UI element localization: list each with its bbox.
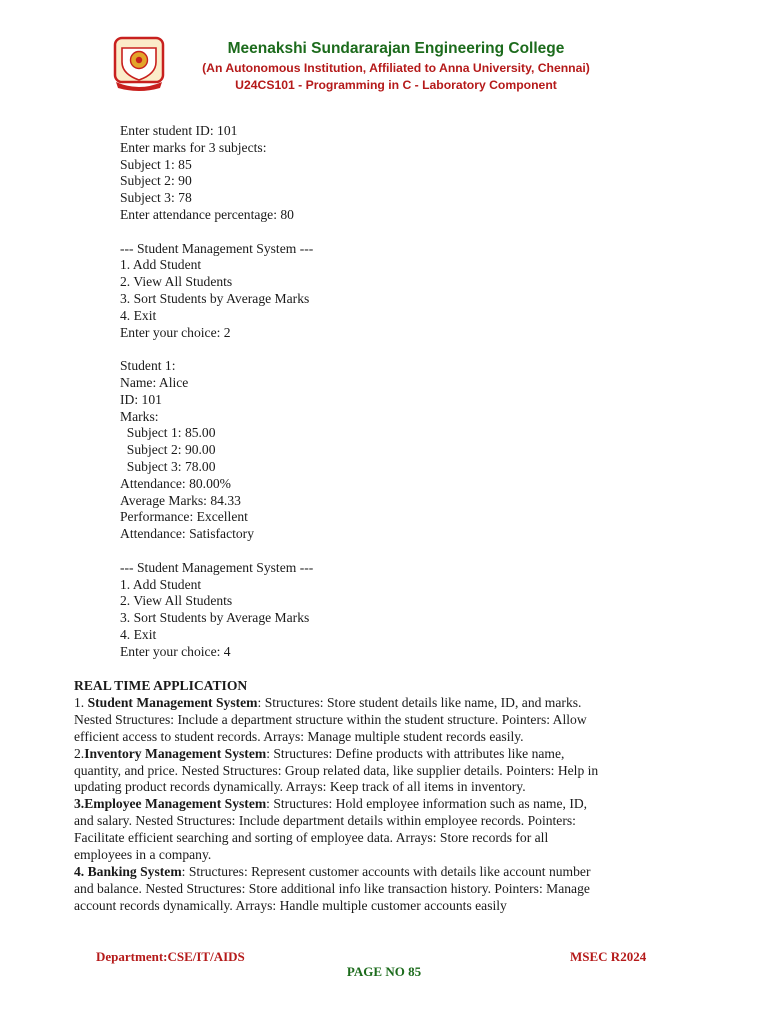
output-line: 2. View All Students: [120, 593, 233, 609]
description-text: Facilitate efficient searching and sorting of employee data. Arrays: Store records for all: [74, 830, 549, 846]
paragraph-line: [74, 695, 674, 712]
output-line: 4. Exit: [120, 626, 157, 642]
output-line: Enter your choice: 4: [120, 643, 231, 659]
description-text: and balance. Nested Structures: Store additional info like transaction history. Pointers: Manage: [74, 880, 590, 896]
page-number: PAGE NO 85: [346, 964, 422, 979]
course-title: U24CS101 - Programming in C - Laboratory Component: [235, 78, 557, 92]
paragraph-line: [74, 847, 674, 864]
real-time-application-section: [74, 678, 674, 915]
system-name: 4. Banking System: [74, 863, 182, 879]
output-line: Performance: Excellent: [120, 509, 248, 525]
college-logo-icon: [113, 36, 165, 92]
paragraph-line: [74, 898, 674, 915]
item-number: 1.: [74, 694, 88, 710]
system-name: 3.Employee Management System: [74, 796, 267, 812]
paragraph-line: [74, 864, 674, 881]
output-line: Attendance: 80.00%: [120, 475, 231, 491]
paragraph-line: [74, 746, 674, 763]
description-text: updating product records dynamically. Arrays: Keep track of all items in inventory.: [74, 779, 526, 795]
description-text: : Structures: Define products with attributes like name,: [266, 745, 565, 761]
output-line: [120, 341, 313, 358]
description-text: : Structures: Store student details like name, ID, and marks.: [257, 694, 582, 710]
output-line: Enter student ID: 101: [120, 123, 238, 138]
page-header: [0, 0, 768, 110]
output-line: Subject 3: 78.00: [120, 458, 216, 474]
output-line: Enter your choice: 2: [120, 324, 231, 340]
paragraph-line: [74, 813, 674, 830]
output-line: Enter marks for 3 subjects:: [120, 139, 267, 155]
paragraph-line: [74, 763, 674, 780]
paragraph-line: [74, 796, 674, 813]
output-line: [120, 224, 313, 241]
item-number: 2.: [74, 745, 85, 761]
system-name: Student Management System: [87, 694, 258, 710]
description-text: : Structures: Hold employee information such as name, ID,: [266, 796, 588, 812]
output-line: Subject 3: 78: [120, 190, 192, 206]
paragraph-line: [74, 881, 674, 898]
description-text: efficient access to student records. Arrays: Manage multiple student records easily.: [74, 728, 524, 744]
paragraph-line: [74, 830, 674, 847]
output-line: Enter attendance percentage: 80: [120, 206, 294, 222]
output-line: Average Marks: 84.33: [120, 492, 241, 508]
output-line: 1. Add Student: [120, 257, 202, 273]
program-output: [120, 123, 313, 661]
output-line: Marks:: [120, 408, 159, 424]
description-text: account records dynamically. Arrays: Handle multiple customer accounts easily: [74, 897, 507, 913]
paragraph-line: [74, 729, 674, 746]
output-line: Name: Alice: [120, 374, 189, 390]
output-line: Subject 2: 90: [120, 173, 192, 189]
description-text: employees in a company.: [74, 847, 212, 863]
description-text: and salary. Nested Structures: Include department details within employee records. Pointers:: [74, 813, 576, 829]
output-line: --- Student Management System ---: [120, 559, 314, 575]
college-name: Meenakshi Sundararajan Engineering College: [227, 40, 565, 57]
output-line: Attendance: Satisfactory: [120, 526, 254, 542]
output-line: ID: 101: [120, 391, 162, 407]
description-text: Nested Structures: Include a department structure within the student structure. Pointers: Allow: [74, 711, 587, 727]
paragraph-line: [74, 712, 674, 729]
college-affiliation: (An Autonomous Institution, Affiliated to Anna University, Chennai): [202, 61, 590, 75]
section-heading: REAL TIME APPLICATION: [74, 678, 248, 693]
footer-department: Department:CSE/IT/AIDS: [96, 949, 245, 964]
paragraph-line: [74, 779, 674, 796]
output-line: Subject 1: 85: [120, 156, 192, 172]
application-list: [74, 695, 674, 915]
output-line: Subject 1: 85.00: [120, 425, 216, 441]
output-line: 3. Sort Students by Average Marks: [120, 610, 310, 626]
output-line: --- Student Management System ---: [120, 240, 314, 256]
output-line: 1. Add Student: [120, 576, 202, 592]
footer-regulation: MSEC R2024: [570, 949, 647, 964]
output-line: Student 1:: [120, 358, 176, 374]
description-text: quantity, and price. Nested Structures: Group related data, like supplier details. Pointers: Help in: [74, 762, 599, 778]
description-text: : Structures: Represent customer accounts with details like account number: [181, 863, 591, 879]
output-line: Subject 2: 90.00: [120, 442, 216, 458]
output-line: [120, 543, 313, 560]
output-line: 3. Sort Students by Average Marks: [120, 290, 310, 306]
output-line: 2. View All Students: [120, 274, 233, 290]
system-name: Inventory Management System: [84, 745, 267, 761]
output-line: 4. Exit: [120, 307, 157, 323]
